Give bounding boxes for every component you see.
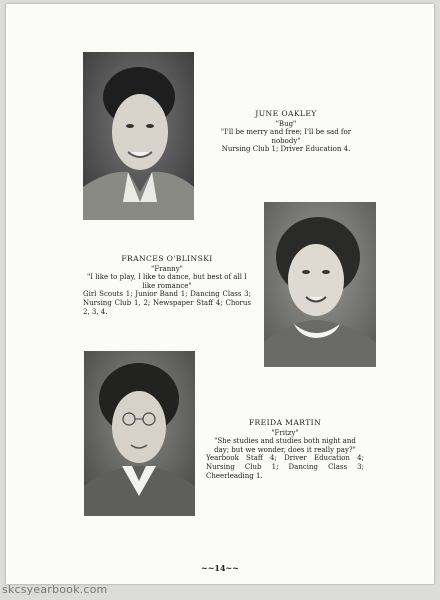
portrait-photo-june-oakley <box>83 52 194 220</box>
student-activities: Nursing Club 1; Driver Education 4. <box>221 145 351 154</box>
student-nickname: "Bug" <box>275 119 297 128</box>
portrait-freida-martin-image <box>84 351 195 516</box>
page-number: ~~14~~ <box>201 563 239 573</box>
yearbook-page <box>6 4 434 584</box>
portrait-frances-oblinski-image <box>264 202 376 367</box>
student-quote: "I'll be merry and free; I'll be sad for nobody" <box>220 128 352 145</box>
student-name: FREIDA MARTIN <box>248 418 322 427</box>
watermark-text: skcsyearbook.com <box>2 583 108 596</box>
student-nickname: "Fritzy" <box>271 428 299 437</box>
portrait-photo-freida-martin <box>84 351 195 516</box>
student-activities: Girl Scouts 1; Junior Band 1; Dancing Class 3; Nursing Club 1, 2; Newspaper Staff 4; Chorus 2, 3, 4. <box>83 290 251 316</box>
student-nickname: "Franny" <box>151 264 183 273</box>
student-activities: Yearbook Staff 4; Driver Education 4; Nursing Club 1; Dancing Class 3; Cheerleading 1. <box>206 454 364 480</box>
portrait-photo-frances-oblinski <box>264 202 376 367</box>
student-name: FRANCES O'BLINSKI <box>121 254 213 263</box>
portrait-june-oakley-image <box>83 52 194 220</box>
student-entry-freida-martin <box>206 419 364 480</box>
student-quote: "She studies and studies both night and day; but we wonder, does it really pay?" <box>214 437 356 454</box>
student-entry-frances-oblinski <box>83 255 251 316</box>
student-quote: "I like to play, I like to dance, but best of all I like romance" <box>87 273 247 290</box>
student-name: JUNE OAKLEY <box>255 109 317 118</box>
student-entry-june-oakley <box>211 110 361 154</box>
